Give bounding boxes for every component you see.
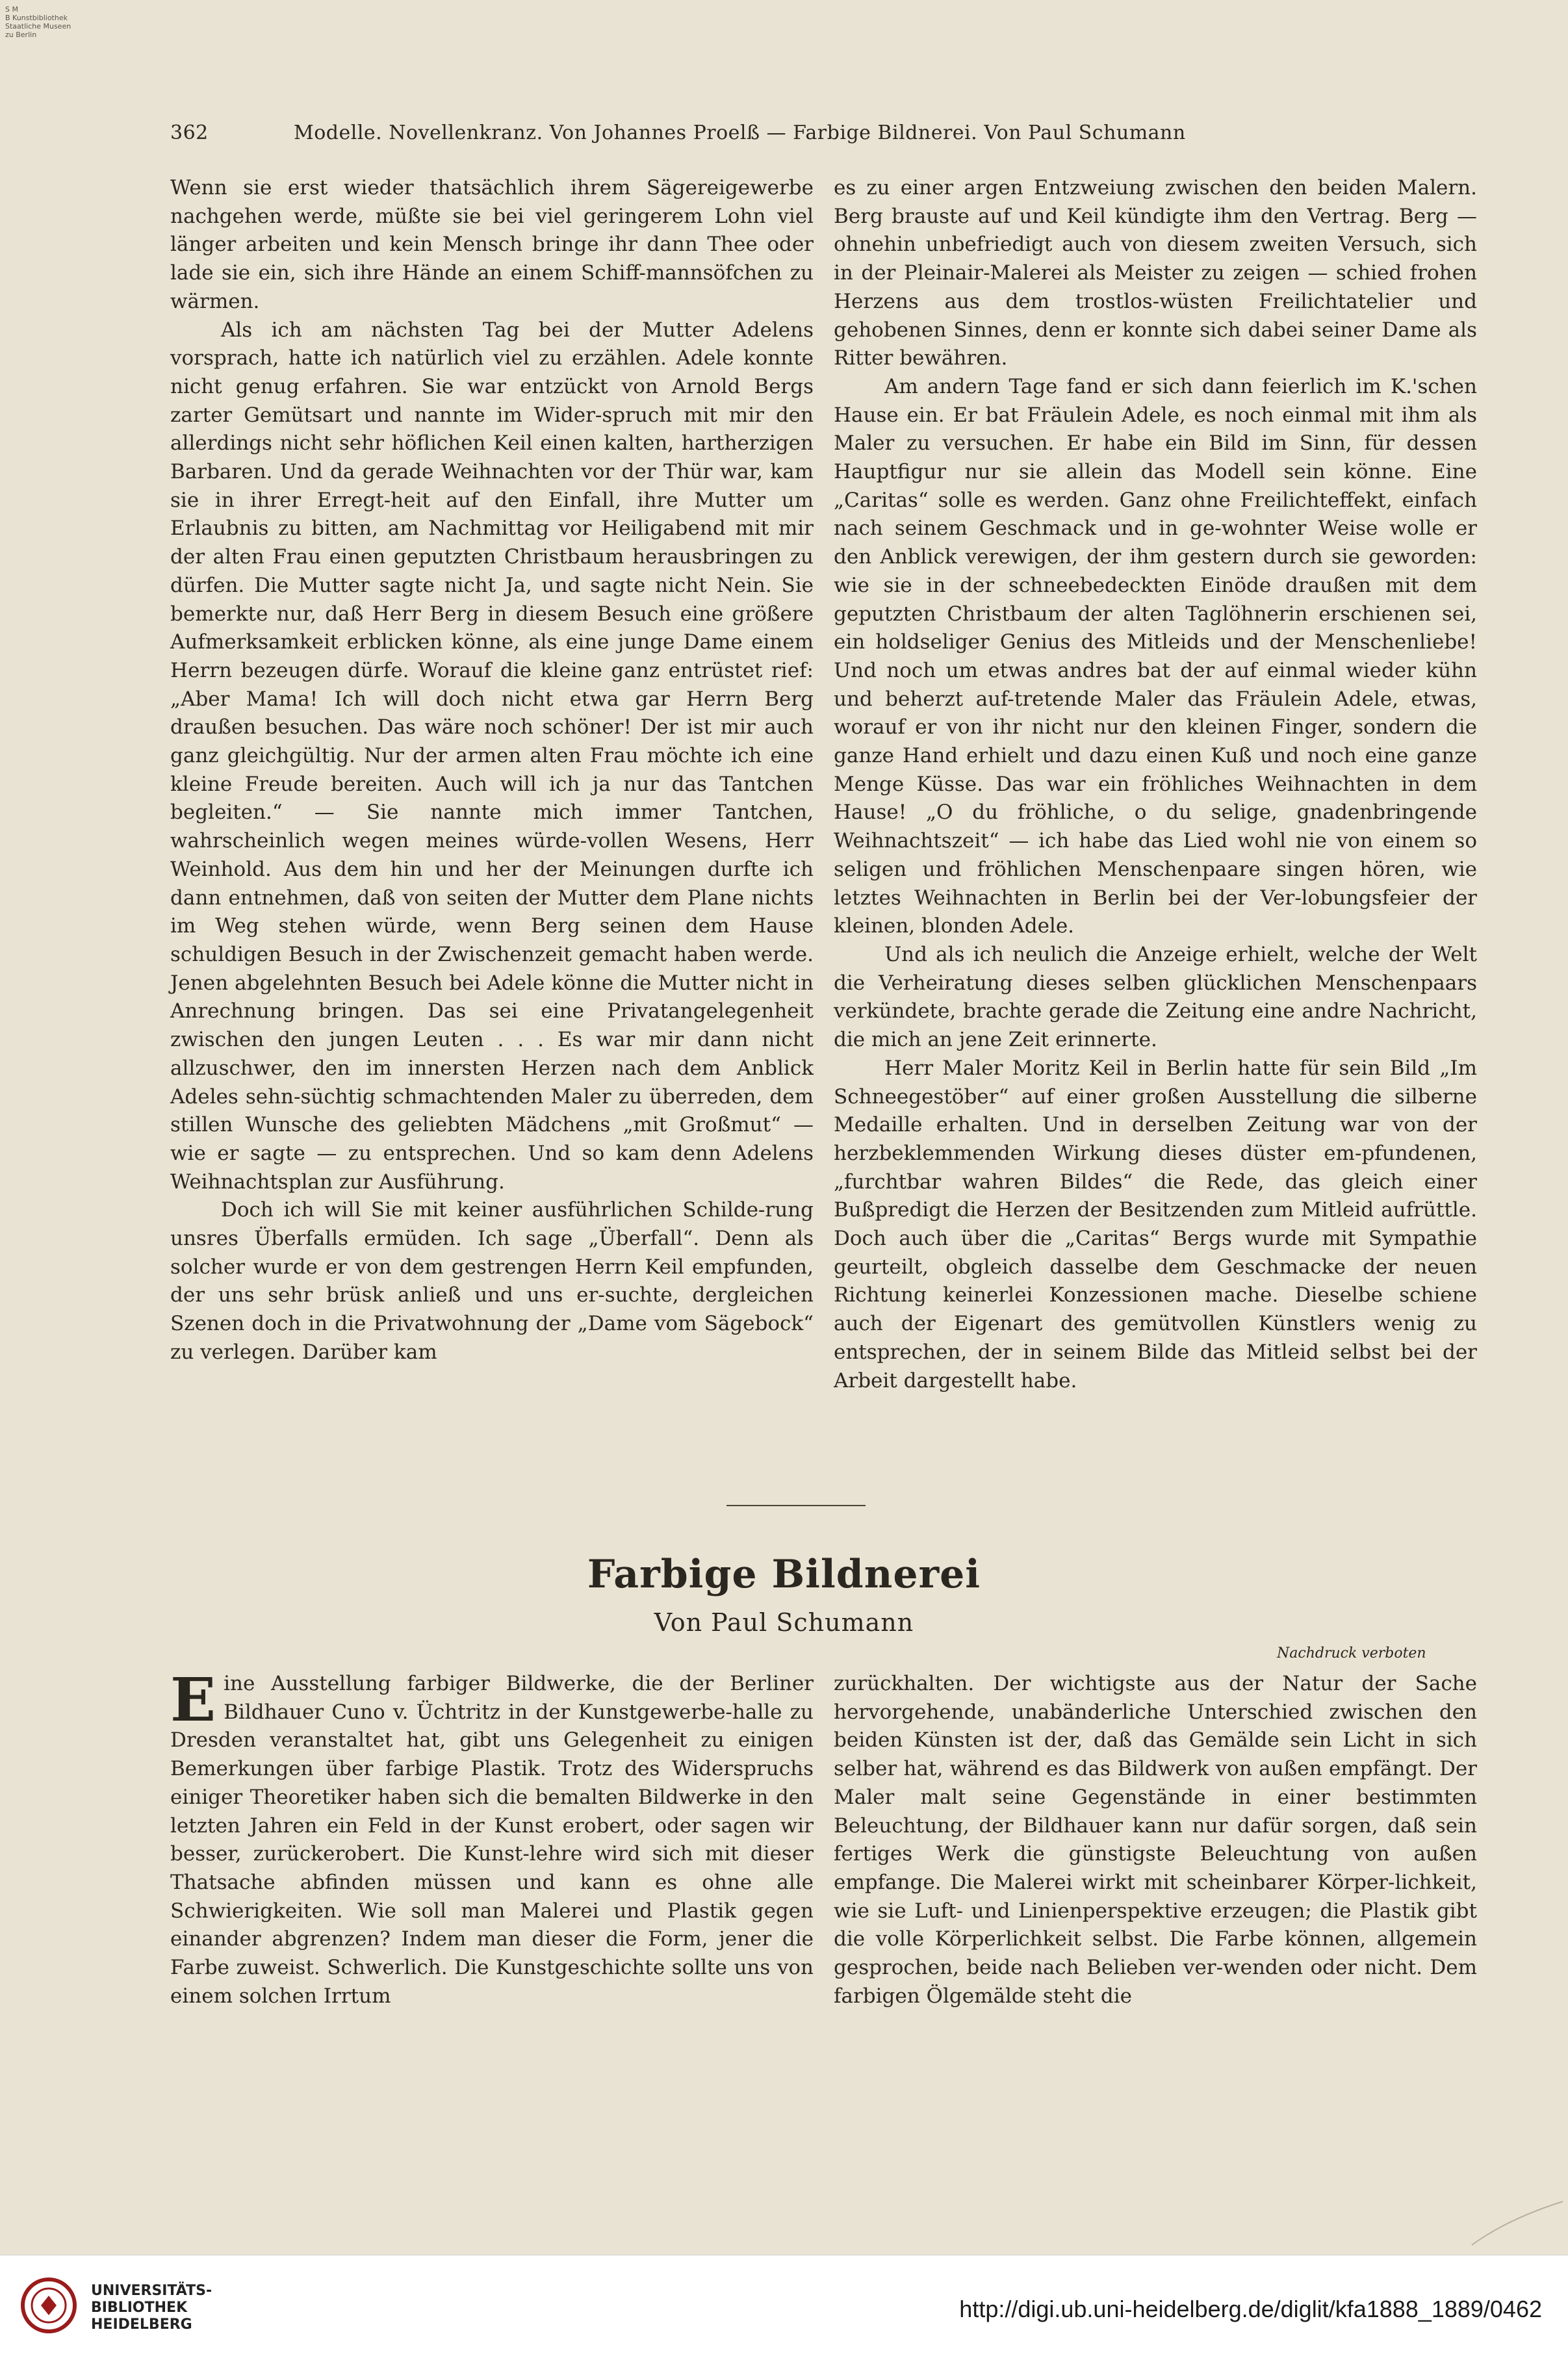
institution-line: UNIVERSITÄTS-: [91, 2283, 212, 2299]
paragraph-text: ine Ausstellung farbiger Bildwerke, die der Berliner Bildhauer Cuno v. Üchtritz in der Kunstgewerbe-halle zu Dresden veranstaltet hat, gibt uns Gelegenheit zu einigen Bemerkungen über farbige Plastik. Trotz des Widerspruchs einiger Theoretiker haben sich die bemalten Bildwerke in den letzten Jahren ein Feld in der Kunst erobert, oder sagen wir besser, zurückerobert. Die Kunst-lehre wird sich mit dieser Thatsache abfinden müssen und kann es ohne alle Schwierigkeiten. Wie soll man Malerei und Plastik gegen einander abgrenzen? Indem man dieser die Form, jener die Farbe zuweist. Schwerlich. Die Kunstgeschichte sollte uns von einem solchen Irrtum: [170, 1672, 814, 2008]
paragraph: [170, 1665, 814, 2010]
stamp-line: B Kunstbibliothek: [5, 14, 68, 22]
running-header: [170, 114, 1402, 153]
running-title: Modelle. Novellenkranz. Von Johannes Proelß — Farbige Bildnerei. Von Paul Schumann: [294, 122, 1186, 144]
paragraph: Wenn sie erst wieder thatsächlich ihrem Sägereigewerbe nachgehen werde, müßte sie bei viel geringerem Lohn viel länger arbeiten und kein Mensch bringe ihr dann Thee oder lade sie ein, sich ihre Hände an einem Schiff-mannsöfchen zu wärmen.: [170, 176, 814, 313]
paragraph: Als ich am nächsten Tag bei der Mutter Adelens vorsprach, hatte ich natürlich viel zu erzählen. Adele konnte nicht genug erfahren. Sie war entzückt von Arnold Bergs zarter Gemütsart und nannte im Wider-spruch mit mir den allerdings nicht sehr höflichen Keil einen kalten, hartherzigen Barbaren. Und da gerade Weihnachten vor der Thür war, kam sie in ihrer Erregt-heit auf den Einfall, ihre Mutter um Erlaubnis zu bitten, am Nachmittag vor Heiligabend mit mir der alten Frau einen geputzten Christbaum herausbringen zu dürfen. Die Mutter sagte nicht Ja, und sagte nicht Nein. Sie bemerkte nur, daß Herr Berg in diesem Besuch eine größere Aufmerksamkeit erblicken könne, als eine junge Dame einem Herrn bezeugen dürfe. Worauf die kleine ganz entrüstet rief: „Aber Mama! Ich will doch nicht etwa gar Herrn Berg draußen besuchen. Das wäre noch schöner! Der ist mir auch ganz gleichgültig. Nur der armen alten Frau möchte ich eine kleine Freude bereiten. Auch will ich ja nur das Tantchen begleiten.“ — Sie nannte mich immer Tantchen, wahrscheinlich wegen meines würde-vollen Wesens, Herr Weinhold. Aus dem hin und her der Meinungen durfte ich dann entnehmen, daß von seiten der Mutter dem Plane nichts im Weg stehen würde, wenn Berg seinen dem Hause schuldigen Besuch in der Zwischenzeit gemacht haben werde. Jenen abgelehnten Besuch bei Adele könne die Mutter nicht in Anrechnung bringen. Das sei eine Privatangelegenheit zwischen den jungen Leuten . . . Es war mir dann nicht allzuschwer, den im innersten Herzen nach dem Anblick Adeles sehn-süchtig schmachtenden Maler zu überreden, dem stillen Wunsche des geliebten Mädchens „mit Großmut“ — wie er sagte — zu entsprechen. Und so kam denn Adelens Weihnachtsplan zur Ausführung.: [170, 318, 814, 1194]
drop-cap: E: [170, 1665, 216, 1735]
university-seal-icon: [19, 2276, 78, 2335]
stamp-line: S M: [5, 5, 18, 14]
stamp-line: Staatliche Museen: [5, 22, 71, 31]
institution-name: [91, 2283, 212, 2333]
left-column: [170, 174, 814, 1367]
paragraph: Doch ich will Sie mit keiner ausführlichen Schilde-rung unsres Überfalls ermüden. Ich sage „Überfall“. Denn als solcher wurde er von dem gestrengen Herrn Keil empfunden, der uns sehr brüsk anließ und uns er-suchte, dergleichen Szenen doch in die Privatwohnung der „Dame vom Sägebock“ zu verlegen. Darüber kam: [170, 1198, 814, 1364]
paragraph: es zu einer argen Entzweiung zwischen den beiden Malern. Berg brauste auf und Keil kündigte ihm den Vertrag. Berg — ohnehin unbefriedigt auch von diesem zweiten Versuch, sich in der Pleinair-Malerei als Meister zu zeigen — schied frohen Herzens aus dem trostlos-wüsten Freilichtatelier und gehobenen Sinnes, denn er konnte sich dabei seiner Dame als Ritter bewähren.: [834, 176, 1477, 370]
page-number: 362: [170, 122, 209, 144]
article-right-column: [834, 1670, 1477, 2010]
institution-line: BIBLIOTHEK: [91, 2300, 188, 2316]
paper-crease-mark: [1469, 2196, 1566, 2248]
paragraph: Am andern Tage fand er sich dann feierlich im K.'schen Hause ein. Er bat Fräulein Adele, es noch einmal mit ihm als Maler zu versuchen. Er habe ein Bild im Sinn, für dessen Hauptfigur nur sie allein das Modell sein könne. Eine „Caritas“ solle es werden. Ganz ohne Freilichteffekt, einfach nach seinem Geschmack und in ge-wohnter Weise wolle er den Anblick verewigen, der ihm gestern durch sie geworden: wie sie in der schneebedeckten Einöde draußen mit dem geputzten Christbaum der alten Taglöhnerin erschienen sei, ein holdseliger Genius des Mitleids und der Menschenliebe! Und noch um etwas andres bat der auf einmal wieder kühn und beherzt auf-tretende Maler das Fräulein Adele, etwas, worauf er von ihr nicht nur den kleinen Finger, sondern die ganze Hand erhielt und dazu einen Kuß und noch eine ganze Menge Küsse. Das war ein fröhliches Weihnachten in dem Hause! „O du fröhliche, o du selige, gnadenbringende Weihnachtszeit“ — ich habe das Lied wohl nie von einem so seligen und fröhlichen Menschenpaare singen hören, wie letztes Weihnachten in Berlin bei der Ver-lobungsfeier der kleinen, blonden Adele.: [834, 374, 1477, 938]
paragraph: zurückhalten. Der wichtigste aus der Natur der Sache hervorgehende, unabänderliche Unterschied zwischen den beiden Künsten ist der, daß das Gemälde sein Licht in sich selber hat, während es das Bildwerk von außen empfängt. Der Maler malt seine Gegenstände in einer bestimmten Beleuchtung, der Bildhauer kann nur dafür sorgen, daß sein fertiges Werk die günstigste Beleuchtung von außen empfange. Die Malerei wirkt mit scheinbarer Körper-lichkeit, wie sie Luft- und Linienperspektive erzeugen; die Plastik gibt die volle Körperlichkeit selbst. Die Farbe können, allgemein gesprochen, beide nach Belieben ver-wenden oder nicht. Dem farbigen Ölgemälde steht die: [834, 1672, 1477, 2008]
stamp-line: zu Berlin: [5, 31, 37, 39]
permalink-url[interactable]: http://digi.ub.uni-heidelberg.de/diglit/kfa1888_1889/0462: [959, 2296, 1542, 2322]
institution-line: HEIDELBERG: [91, 2316, 192, 2333]
article-title: Farbige Bildnerei: [587, 1552, 981, 1597]
paragraph: Herr Maler Moritz Keil in Berlin hatte für sein Bild „Im Schneegestöber“ auf einer großen Ausstellung die silberne Medaille erhalten. Und in derselben Zeitung war von der herzbeklemmenden Wirkung dieses düster em-pfundenen, „furchtbar wahren Bildes“ die Rede, das gleich einer Bußpredigt die Herzen der Besitzenden zum Mitleid aufrüttle. Doch auch über die „Caritas“ Bergs wurde mit Sympathie geurteilt, obgleich dasselbe dem Geschmacke der neuen Richtung keinerlei Konzessionen mache. Dieselbe schiene auch der Eigenart des gemütvollen Künstlers wenig zu entsprechen, der in seinem Bilde das Mitleid selbst bei der Arbeit dargestellt habe.: [834, 1056, 1477, 1392]
section-divider: [726, 1505, 866, 1506]
right-column: [834, 174, 1477, 1395]
paragraph: Und als ich neulich die Anzeige erhielt, welche der Welt die Verheiratung dieses selben glücklichen Menschenpaars verkündete, brachte gerade die Zeitung eine andre Nachricht, die mich an jene Zeit erinnerte.: [834, 942, 1477, 1052]
reprint-notice: Nachdruck verboten: [1277, 1645, 1426, 1661]
library-stamp: [5, 5, 103, 39]
digital-library-footer: [0, 2255, 1568, 2360]
article-left-column: [170, 1665, 814, 2010]
article-author: Von Paul Schumann: [654, 1608, 914, 1637]
